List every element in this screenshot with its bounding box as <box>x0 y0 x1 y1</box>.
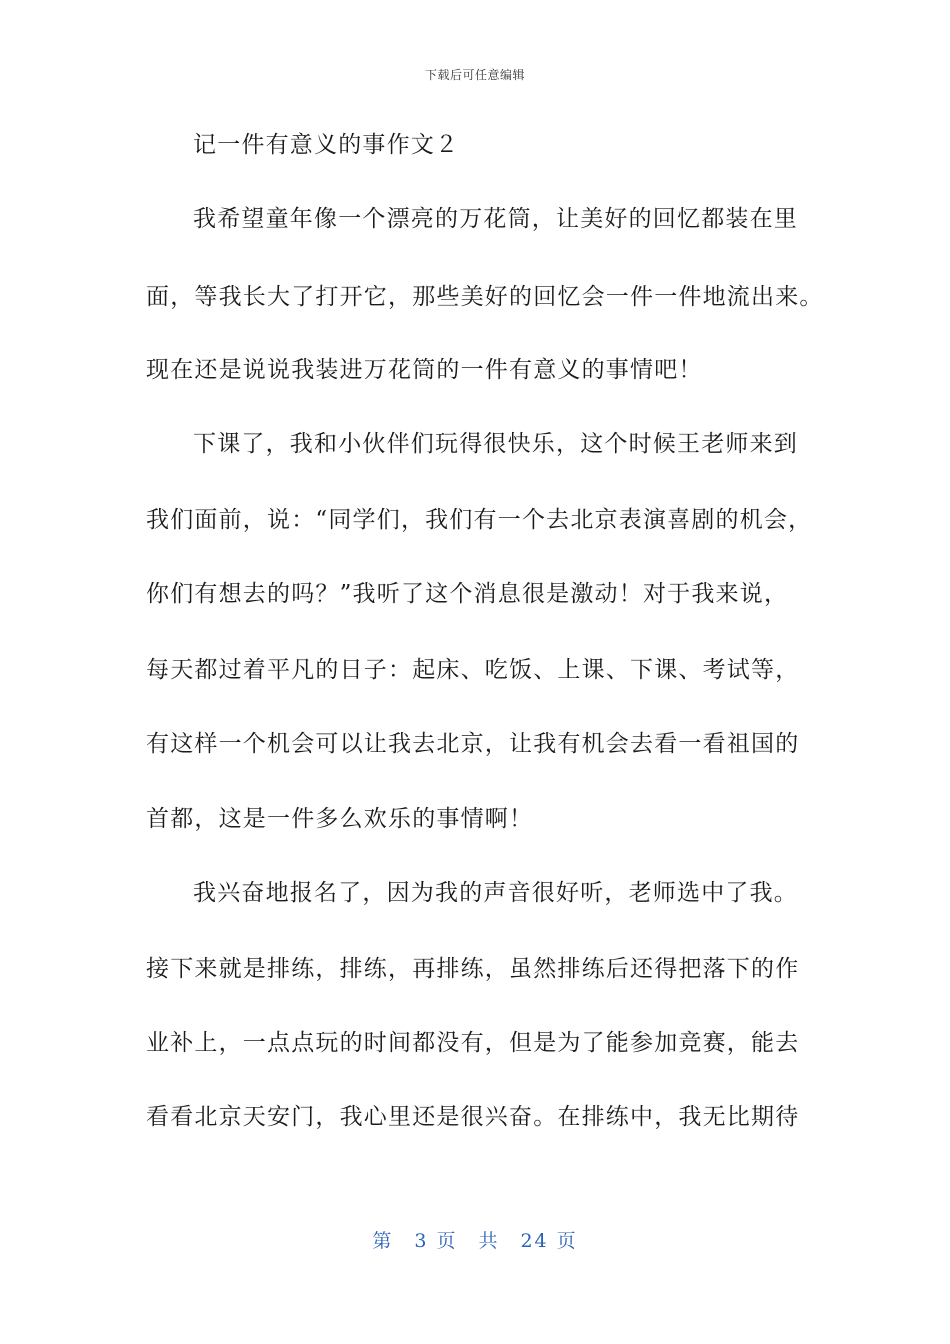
paragraph-line: 看看北京天安门，我心里还是很兴奋。在排练中，我无比期待 <box>146 1104 800 1130</box>
paragraph-line: 每天都过着平凡的日子：起床、吃饭、上课、下课、考试等， <box>146 657 800 683</box>
paragraph-line: 你们有想去的吗？”我听了这个消息很是激动！对于我来说， <box>146 581 789 607</box>
page-number-footer: 第 3 页 共 24 页 <box>372 1230 578 1252</box>
paragraph-line: 我兴奋地报名了，因为我的声音很好听，老师选中了我。 <box>193 880 798 906</box>
document-title: 记一件有意义的事作文２ <box>193 132 460 158</box>
paragraph-line: 首都，这是一件多么欢乐的事情啊！ <box>146 806 534 832</box>
paragraph-line: 现在还是说说我装进万花筒的一件有意义的事情吧！ <box>146 357 703 383</box>
paragraph-line: 业补上，一点点玩的时间都没有，但是为了能参加竞赛，能去 <box>146 1030 800 1056</box>
paragraph-line: 面，等我长大了打开它，那些美好的回忆会一件一件地流出来。 <box>146 284 824 310</box>
paragraph-line: 有这样一个机会可以让我去北京，让我有机会去看一看祖国的 <box>146 731 800 757</box>
paragraph-line: 我希望童年像一个漂亮的万花筒，让美好的回忆都装在里 <box>193 206 798 232</box>
header-note: 下载后可任意编辑 <box>424 68 525 82</box>
paragraph-line: 下课了，我和小伙伴们玩得很快乐，这个时候王老师来到 <box>193 431 798 457</box>
paragraph-line: 接下来就是排练，排练，再排练，虽然排练后还得把落下的作 <box>146 956 800 982</box>
paragraph-line: 我们面前，说：“同学们，我们有一个去北京表演喜剧的机会， <box>146 507 813 533</box>
